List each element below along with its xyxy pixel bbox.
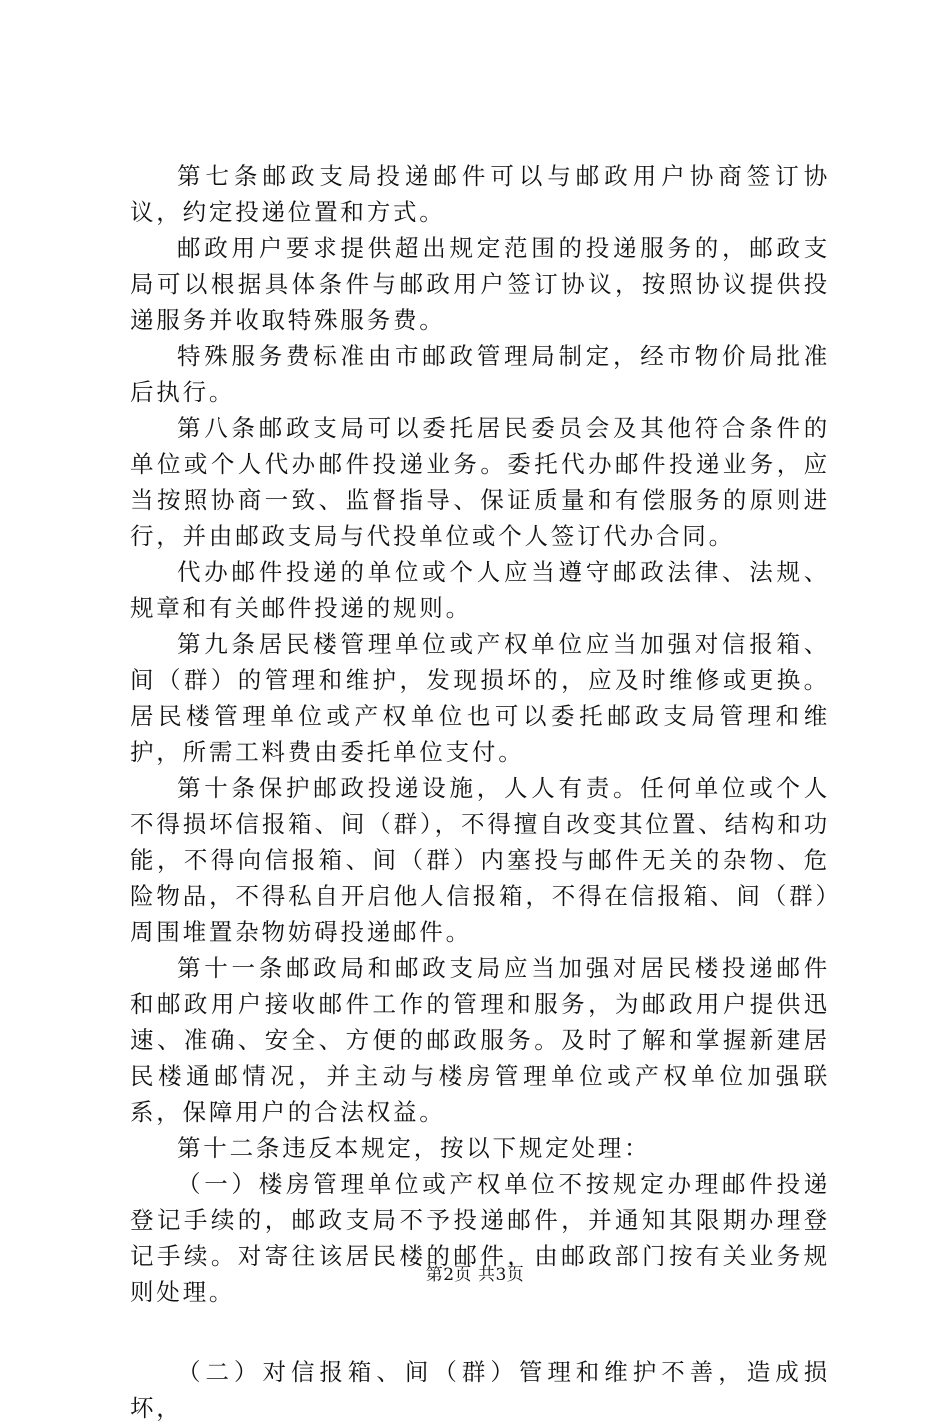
paragraph-article-9: 第九条居民楼管理单位或产权单位应当加强对信报箱、间（群）的管理和维护，发现损坏的，应及时维修或更换。居民楼管理单位或产权单位也可以委托邮政支局管理和维护，所需工料费由委托单位支付。 (130, 630, 830, 766)
paragraph-article-7: 第七条邮政支局投递邮件可以与邮政用户协商签订协议，约定投递位置和方式。 (130, 162, 830, 226)
paragraph-article-10: 第十条保护邮政投递设施，人人有责。任何单位或个人不得损坏信报箱、间（群），不得擅自改变其位置、结构和功能，不得向信报箱、间（群）内塞投与邮件无关的杂物、危险物品，不得私自开启他人信报箱，不得在信报箱、间（群）周围堆置杂物妨碍投递邮件。 (130, 774, 830, 946)
paragraph-special-service: 邮政用户要求提供超出规定范围的投递服务的，邮政支局可以根据具体条件与邮政用户签订协议，按照协议提供投递服务并收取特殊服务费。 (130, 234, 830, 334)
paragraph-service-fee: 特殊服务费标准由市邮政管理局制定，经市物价局批准后执行。 (130, 342, 830, 406)
paragraph-item-2: （二）对信报箱、间（群）管理和维护不善，造成损坏， (130, 1358, 830, 1422)
paragraph-article-8: 第八条邮政支局可以委托居民委员会及其他符合条件的单位或个人代办邮件投递业务。委托代办邮件投递业务，应当按照协商一致、监督指导、保证质量和有偿服务的原则进行，并由邮政支局与代投单位或个人签订代办合同。 (130, 414, 830, 550)
paragraph-spacer (130, 1310, 830, 1354)
page-number-footer: 第2页 共3页 (425, 1265, 525, 1285)
paragraph-item-1: （一）楼房管理单位或产权单位不按规定办理邮件投递登记手续的，邮政支局不予投递邮件，并通知其限期办理登记手续。对寄往该居民楼的邮件，由邮政部门按有关业务规则处理。 (130, 1170, 830, 1306)
paragraph-article-11: 第十一条邮政局和邮政支局应当加强对居民楼投递邮件和邮政用户接收邮件工作的管理和服务，为邮政用户提供迅速、准确、安全、方便的邮政服务。及时了解和掌握新建居民楼通邮情况，并主动与楼房管理单位或产权单位加强联系，保障用户的合法权益。 (130, 954, 830, 1126)
paragraph-article-12: 第十二条违反本规定，按以下规定处理： (177, 1134, 651, 1162)
paragraph-agent-rules: 代办邮件投递的单位或个人应当遵守邮政法律、法规、规章和有关邮件投递的规则。 (130, 558, 830, 622)
document-body (130, 158, 830, 1426)
